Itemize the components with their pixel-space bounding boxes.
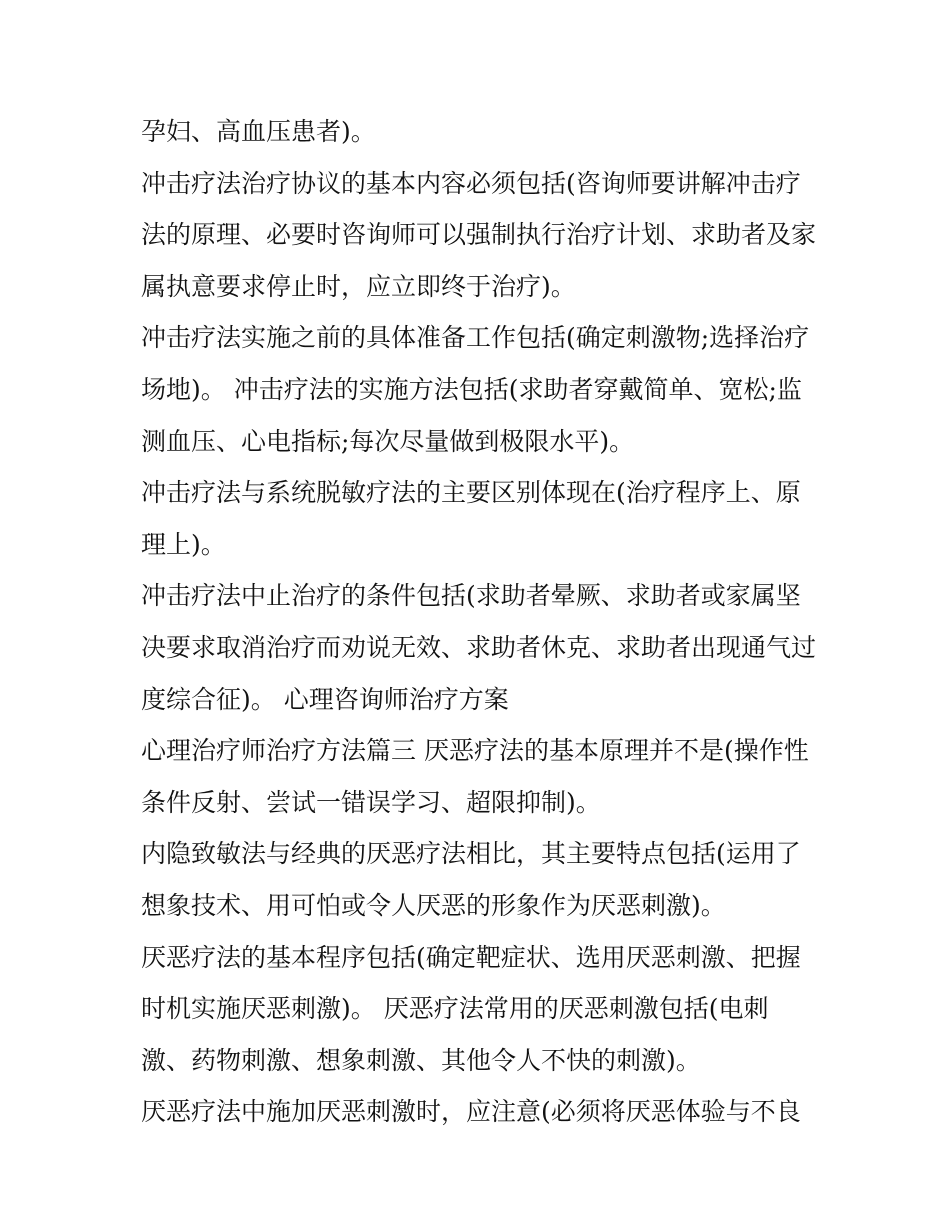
- text-line: 内隐致敏法与经典的厌恶疗法相比，其主要特点包括(运用了: [141, 839, 801, 869]
- text-line: 度综合征)。 心理咨询师治疗方案: [141, 684, 509, 714]
- text-line: 属执意要求停止时，应立即终于治疗)。: [141, 271, 576, 301]
- text-line: 场地)。 冲击疗法的实施方法包括(求助者穿戴简单、宽松;监: [141, 374, 802, 404]
- text-line: 测血压、心电指标;每次尽量做到极限水平)。: [141, 426, 635, 456]
- text-line: 理上)。: [141, 529, 226, 559]
- document-body: [141, 106, 821, 1138]
- text-line: 厌恶疗法的基本程序包括(确定靶症状、选用厌恶刺激、把握: [141, 942, 801, 972]
- text-line: 冲击疗法实施之前的具体准备工作包括(确定刺激物;选择治疗: [141, 323, 810, 353]
- text-line: 激、药物刺激、想象刺激、其他令人不快的刺激)。: [141, 1045, 701, 1075]
- text-line: 条件反射、尝试一错误学习、超限抑制)。: [141, 787, 601, 817]
- text-line: 决要求取消治疗而劝说无效、求助者休克、求助者出现通气过: [141, 632, 817, 662]
- text-line: 厌恶疗法中施加厌恶刺激时，应注意(必须将厌恶体验与不良: [141, 1097, 801, 1127]
- text-line: 心理治疗师治疗方法篇三 厌恶疗法的基本原理并不是(操作性: [141, 736, 809, 766]
- text-line: 时机实施厌恶刺激)。 厌恶疗法常用的厌恶刺激包括(电刺: [141, 994, 769, 1024]
- text-line: 冲击疗法与系统脱敏疗法的主要区别体现在(治疗程序上、原: [141, 478, 801, 508]
- text-line: 冲击疗法治疗协议的基本内容必须包括(咨询师要讲解冲击疗: [141, 168, 801, 198]
- text-line: 法的原理、必要时咨询师可以强制执行治疗计划、求助者及家: [141, 220, 817, 250]
- text-line: 孕妇、高血压患者)。: [141, 117, 376, 146]
- text-line: 想象技术、用可怕或令人厌恶的形象作为厌恶刺激)。: [141, 890, 726, 920]
- text-line: 冲击疗法中止治疗的条件包括(求助者晕厥、求助者或家属坚: [141, 581, 801, 611]
